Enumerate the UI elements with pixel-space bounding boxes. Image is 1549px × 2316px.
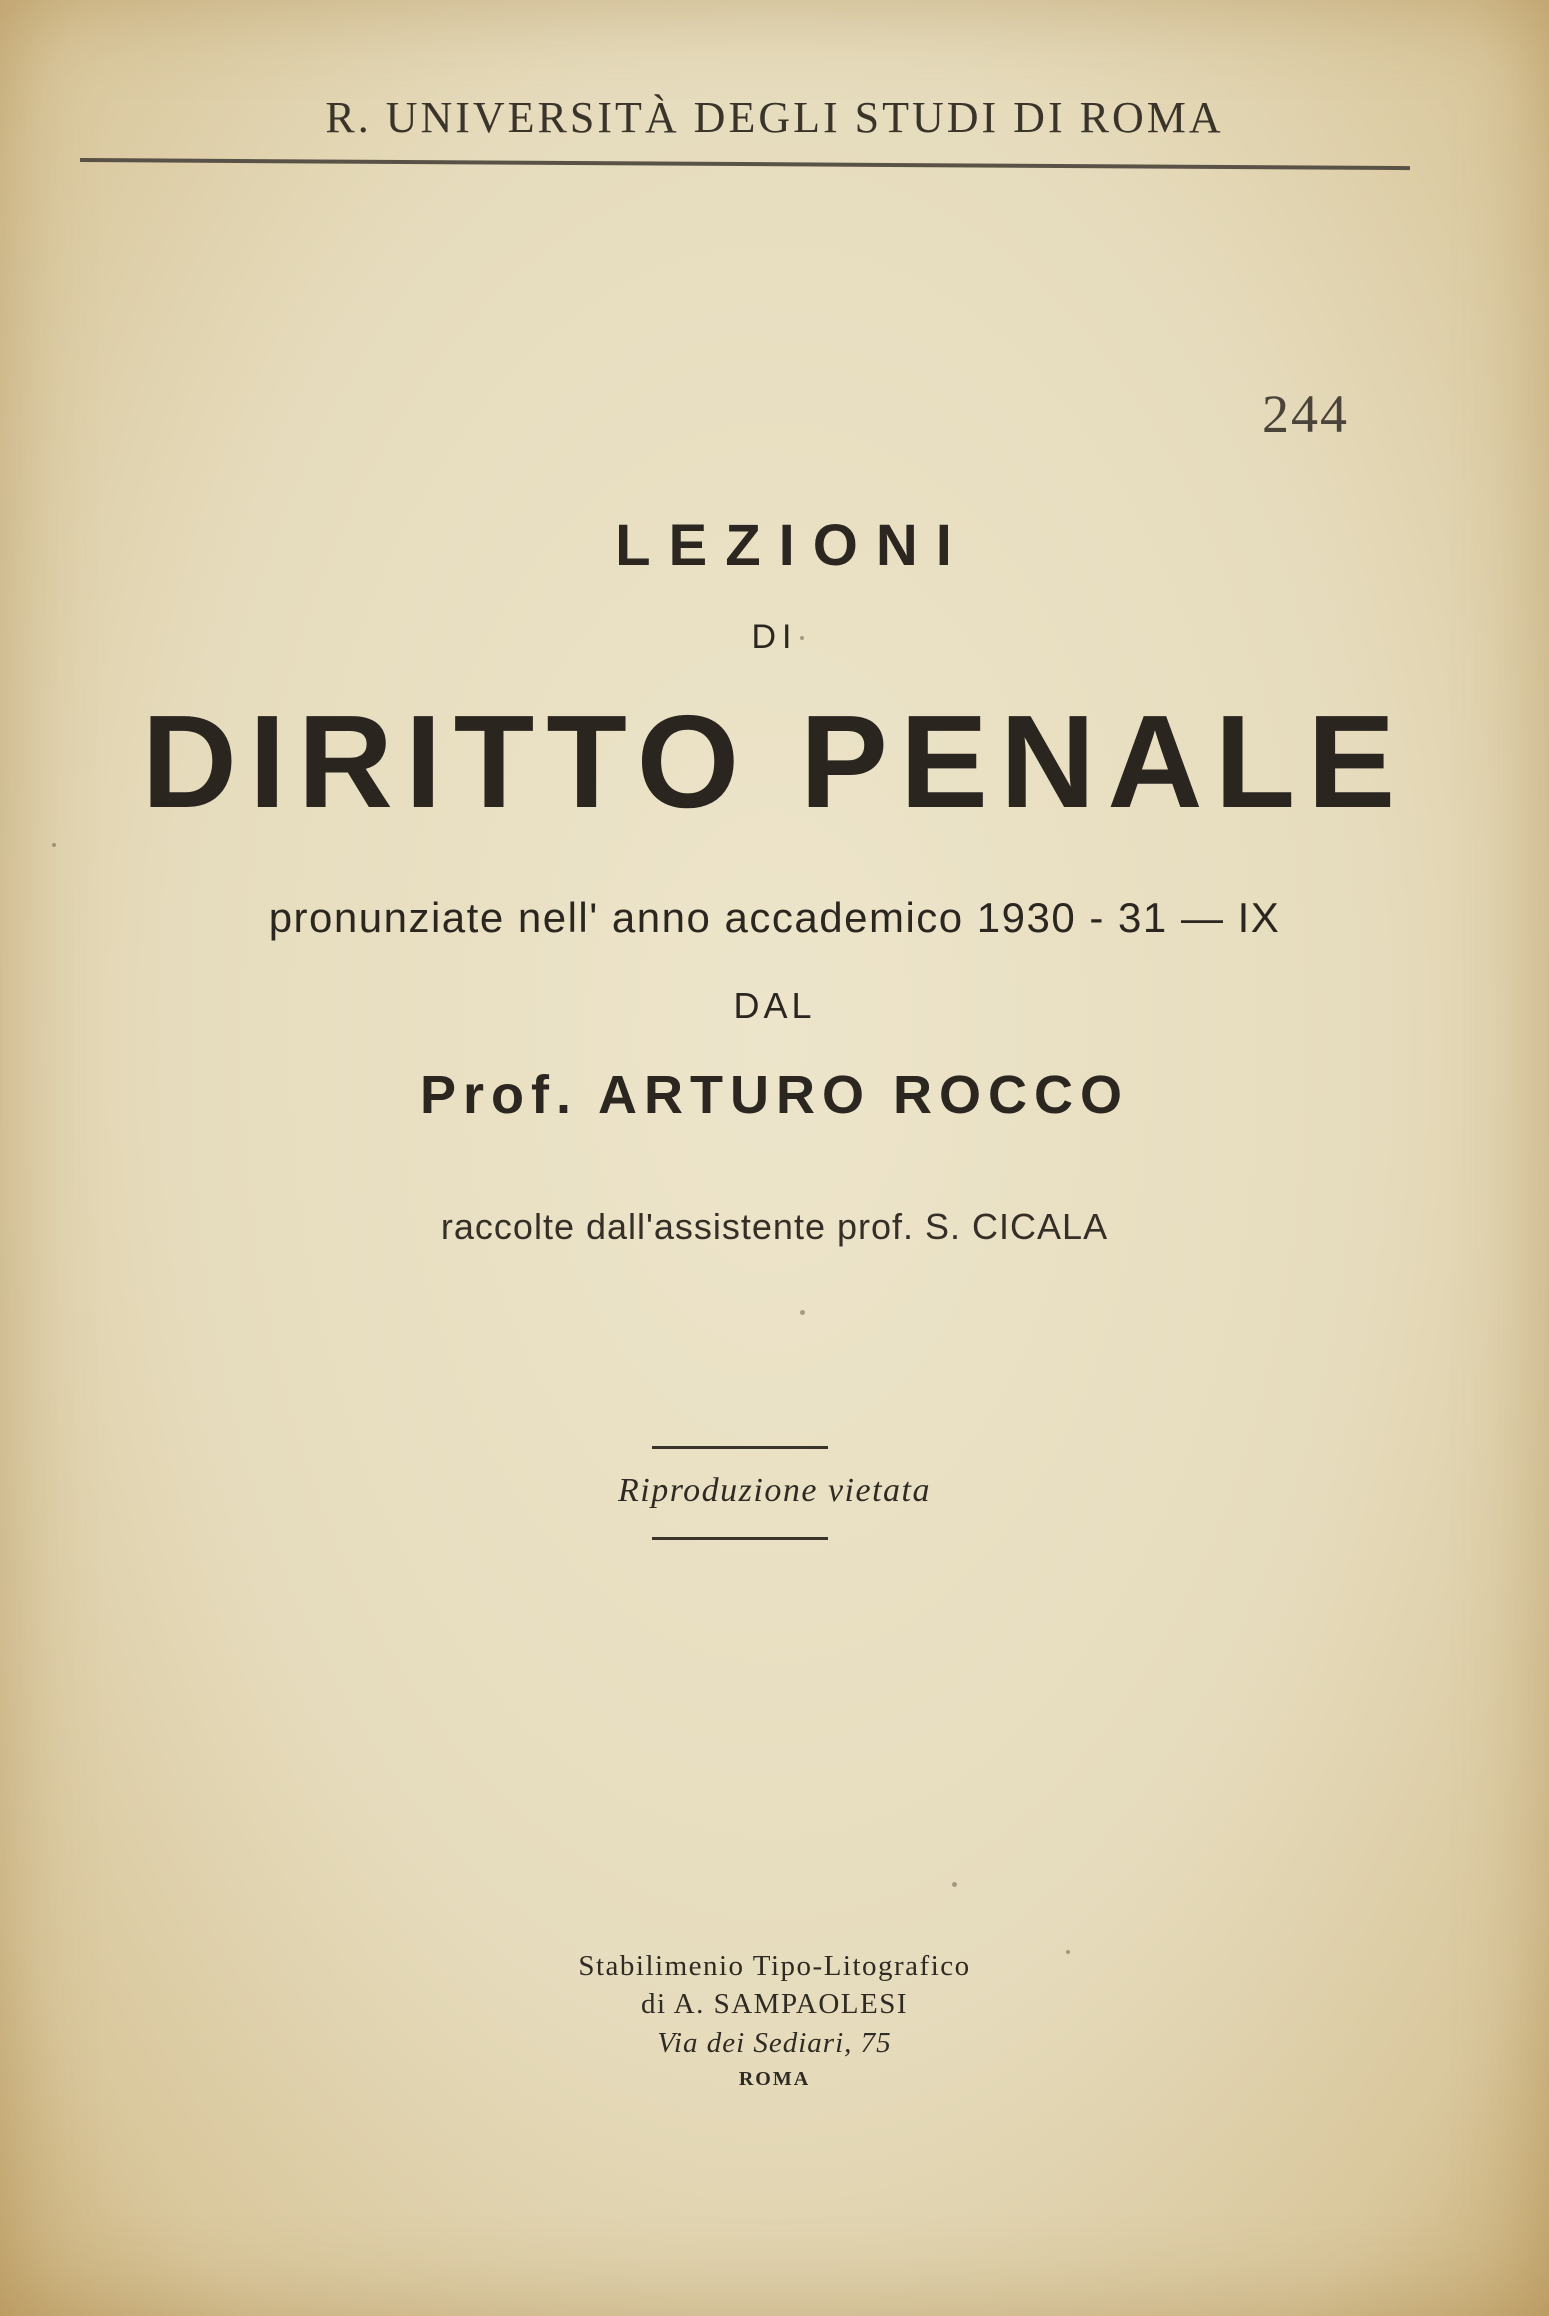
- paper-speck: [800, 636, 804, 640]
- university-header: R. UNIVERSITÀ DEGLI STUDI DI ROMA: [325, 93, 1224, 142]
- header-rule: [80, 158, 1410, 170]
- notice-rule-top: [652, 1446, 828, 1449]
- printer-line-1: Stabilimenio Tipo-Litografico: [578, 1950, 971, 1982]
- academic-year-line: pronunziate nell' anno accademico 1930 - 31 — IX: [268, 894, 1281, 941]
- di-connector: DI: [751, 618, 798, 656]
- author-name: Prof. ARTURO ROCCO: [420, 1065, 1129, 1125]
- lezioni-heading: LEZIONI: [615, 513, 970, 578]
- printer-address: Via dei Sediari, 75: [657, 2027, 892, 2059]
- paper-speck: [52, 843, 56, 847]
- reproduction-notice: Riproduzione vietata: [618, 1472, 931, 1509]
- main-title: DIRITTO PENALE: [141, 688, 1408, 835]
- paper-speck: [952, 1882, 957, 1887]
- paper-speck: [800, 1310, 805, 1315]
- compiler-line: raccolte dall'assistente prof. S. CICALA: [440, 1206, 1109, 1247]
- dal-connector: DAL: [733, 985, 816, 1026]
- inventory-number: 244: [1262, 384, 1349, 444]
- paper-speck: [1066, 1950, 1070, 1954]
- printer-line-2: di A. SAMPAOLESI: [640, 1988, 909, 2020]
- printer-city: ROMA: [738, 2068, 811, 2090]
- notice-rule-bottom: [652, 1537, 828, 1540]
